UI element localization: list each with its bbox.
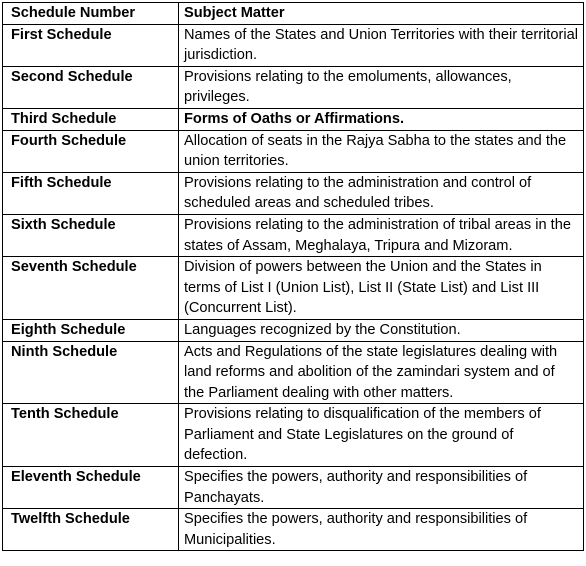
header-subject-matter: Subject Matter xyxy=(179,3,584,25)
schedule-name: Ninth Schedule xyxy=(3,341,179,404)
subject-matter: Forms of Oaths or Affirmations. xyxy=(179,108,584,130)
subject-matter: Provisions relating to the administration and control of scheduled areas and scheduled tribes. xyxy=(179,172,584,214)
subject-matter: Provisions relating to the administration of tribal areas in the states of Assam, Meghalaya, Tripura and Mizoram. xyxy=(179,214,584,256)
schedule-name: Seventh Schedule xyxy=(3,257,179,320)
schedule-name: Twelfth Schedule xyxy=(3,509,179,551)
schedule-name: Fourth Schedule xyxy=(3,130,179,172)
subject-matter: Names of the States and Union Territories with their territorial jurisdiction. xyxy=(179,24,584,66)
schedule-name: Sixth Schedule xyxy=(3,214,179,256)
schedule-table xyxy=(2,2,584,551)
table-row xyxy=(3,24,584,66)
subject-matter: Specifies the powers, authority and responsibilities of Municipalities. xyxy=(179,509,584,551)
schedule-name: Second Schedule xyxy=(3,66,179,108)
schedule-name: First Schedule xyxy=(3,24,179,66)
table-row xyxy=(3,257,584,320)
subject-matter: Allocation of seats in the Rajya Sabha to the states and the union territories. xyxy=(179,130,584,172)
table-row xyxy=(3,319,584,341)
table-row xyxy=(3,509,584,551)
table-body xyxy=(3,24,584,551)
table-row xyxy=(3,130,584,172)
subject-matter: Languages recognized by the Constitution. xyxy=(179,319,584,341)
table-header-row xyxy=(3,3,584,25)
schedule-name: Tenth Schedule xyxy=(3,404,179,467)
subject-matter: Provisions relating to disqualification of the members of Parliament and State Legislatures on the ground of defection. xyxy=(179,404,584,467)
subject-matter: Specifies the powers, authority and responsibilities of Panchayats. xyxy=(179,467,584,509)
table-row xyxy=(3,404,584,467)
schedule-name: Fifth Schedule xyxy=(3,172,179,214)
table-row xyxy=(3,66,584,108)
schedule-name: Third Schedule xyxy=(3,108,179,130)
subject-matter: Division of powers between the Union and the States in terms of List I (Union List), List II (State List) and List III (Concurrent List). xyxy=(179,257,584,320)
table-row xyxy=(3,214,584,256)
table-row xyxy=(3,172,584,214)
subject-matter: Acts and Regulations of the state legislatures dealing with land reforms and abolition of the zamindari system and of the Parliament dealing with other matters. xyxy=(179,341,584,404)
table-row xyxy=(3,108,584,130)
table-row xyxy=(3,341,584,404)
schedule-name: Eighth Schedule xyxy=(3,319,179,341)
table-row xyxy=(3,467,584,509)
subject-matter: Provisions relating to the emoluments, allowances, privileges. xyxy=(179,66,584,108)
schedule-name: Eleventh Schedule xyxy=(3,467,179,509)
header-schedule-number: Schedule Number xyxy=(3,3,179,25)
